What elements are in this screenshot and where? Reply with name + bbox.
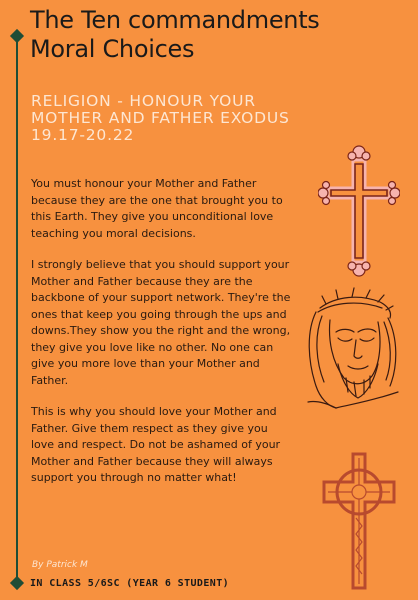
subtitle-line-3: 19.17-20.22: [31, 126, 135, 144]
body-text: [31, 176, 291, 502]
subtitle-line-2: MOTHER AND FATHER EXODUS: [31, 109, 290, 127]
bottom-diamond-ornament: [10, 576, 24, 590]
paragraph-3: This is why you should love your Mother and Father. Give them respect as they give you love and respect. Do not be ashamed of your Mother and Father because they will always support you through no matter what!: [31, 405, 281, 484]
paragraph-1: You must honour your Mother and Father because they are the one that brought you to this Earth. They give you unconditional love teaching you moral decisions.: [31, 177, 283, 240]
title-line-1: The Ten commandments: [30, 6, 320, 34]
top-diamond-ornament: [10, 29, 24, 43]
author-credit: By Patrick M: [32, 560, 88, 570]
ornate-cross-icon: [318, 140, 400, 280]
title-line-2: Moral Choices: [30, 35, 195, 63]
class-info: IN CLASS 5/6SC (YEAR 6 STUDENT): [30, 578, 230, 589]
page-title: [30, 6, 410, 64]
subtitle: [31, 93, 411, 144]
celtic-cross-icon: [316, 448, 402, 594]
jesus-crown-of-thorns-illustration: [298, 282, 410, 410]
left-divider-line: [16, 36, 18, 584]
paragraph-2: I strongly believe that you should support your Mother and Father because they are the backbone of your support network. They're the ones that keep you going through the ups and downs.They show you the right and the wrong, they give you love like no other. No one can give you more love than your Mother and Father.: [31, 258, 291, 387]
subtitle-line-1: RELIGION - HONOUR YOUR: [31, 92, 256, 110]
